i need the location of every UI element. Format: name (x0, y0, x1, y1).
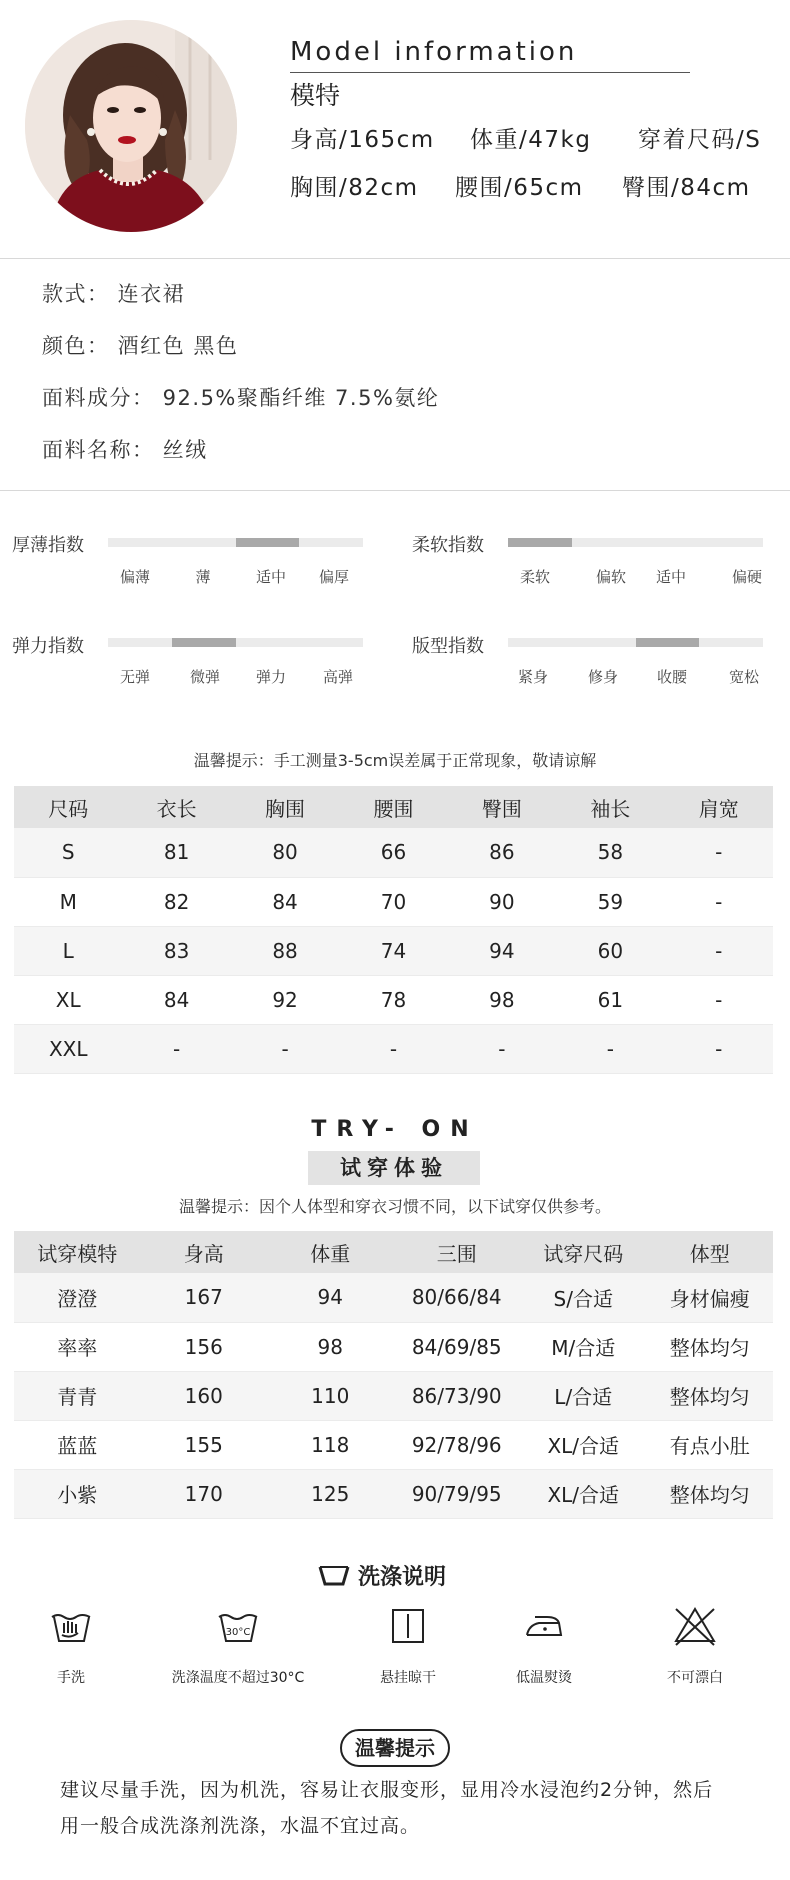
table-cell: 110 (267, 1371, 394, 1420)
table-cell: 59 (556, 877, 664, 926)
table-cell: - (665, 975, 773, 1024)
table-cell: 66 (339, 828, 447, 877)
wash-hand-wash (0, 1603, 146, 1687)
hang-dry-icon (385, 1603, 431, 1649)
size-col-header: 尺码 (14, 786, 122, 828)
table-cell: 98 (448, 975, 556, 1024)
low-iron-label: 低温熨烫 (516, 1670, 572, 1686)
length-col-header: 衣长 (122, 786, 230, 828)
table-cell: - (665, 926, 773, 975)
thickness-index-marker (236, 538, 300, 547)
table-cell: 61 (556, 975, 664, 1024)
fit-index-label: 版型指数 (412, 636, 484, 657)
table-cell: S/合适 (520, 1273, 647, 1322)
tryon-table (14, 1231, 773, 1519)
elasticity-tick: 无弹 (119, 668, 151, 686)
table-cell: L/合适 (520, 1371, 647, 1420)
table-cell: 90 (448, 877, 556, 926)
tips-line: 用一般合成洗涤剂洗涤，水温不宜过高。 (60, 1815, 421, 1837)
no-bleach-label: 不可漂白 (667, 1670, 723, 1686)
fit-index-marker (636, 638, 700, 647)
table-cell: 70 (339, 877, 447, 926)
table-cell: XXL (14, 1024, 122, 1073)
softness-tick: 适中 (655, 568, 687, 586)
table-cell: 94 (267, 1273, 394, 1322)
softness-index-marker (508, 538, 572, 547)
product-style: 款式： 连衣裙 (42, 282, 186, 306)
table-cell: 92 (231, 975, 339, 1024)
table-cell: - (448, 1024, 556, 1073)
tips-text (60, 1772, 760, 1844)
elasticity-tick: 高弹 (322, 668, 354, 686)
divider (0, 490, 790, 491)
table-cell: XL (14, 975, 122, 1024)
size-table-header-row (14, 786, 773, 828)
thickness-tick: 偏厚 (318, 568, 350, 586)
table-cell: 125 (267, 1469, 394, 1518)
washing-title (318, 1558, 446, 1592)
table-cell: 74 (339, 926, 447, 975)
table-cell: - (231, 1024, 339, 1073)
model-portrait-illustration (25, 20, 237, 232)
table-cell: - (665, 1024, 773, 1073)
table-cell: M (14, 877, 122, 926)
waist-col-header: 腰围 (339, 786, 447, 828)
table-cell: 160 (141, 1371, 268, 1420)
table-row (14, 1371, 773, 1420)
softness-tick: 偏硬 (731, 568, 763, 586)
table-cell: 83 (122, 926, 230, 975)
table-cell: XL/合适 (520, 1469, 647, 1518)
sleeve-col-header: 袖长 (556, 786, 664, 828)
model-info-title: Model information (290, 37, 578, 67)
thickness-index-bar (108, 538, 363, 547)
divider (0, 258, 790, 259)
title-underline (290, 72, 690, 73)
table-cell: 小紫 (14, 1469, 141, 1518)
thickness-index-label: 厚薄指数 (12, 535, 84, 556)
table-cell: 90/79/95 (394, 1469, 521, 1518)
wash-30-icon (215, 1603, 261, 1649)
model-bust: 胸围/82cm (290, 175, 419, 201)
table-row (14, 1322, 773, 1371)
table-row (14, 1273, 773, 1322)
elasticity-index-bar (108, 638, 363, 647)
fit-tick: 修身 (587, 668, 619, 686)
tryon-weight-col-header: 体重 (267, 1231, 394, 1273)
table-cell: 58 (556, 828, 664, 877)
table-row (14, 1469, 773, 1518)
elasticity-index-label: 弹力指数 (12, 636, 84, 657)
size-table (14, 786, 773, 1074)
elasticity-tick: 微弹 (189, 668, 221, 686)
shoulder-col-header: 肩宽 (665, 786, 773, 828)
size-table-note: 温馨提示：手工测量3-5cm误差属于正常现象，敬请谅解 (193, 751, 597, 770)
thickness-tick: 薄 (195, 568, 211, 586)
model-photo (25, 20, 237, 232)
wash-hang-dry (333, 1603, 483, 1687)
table-cell: 86 (448, 828, 556, 877)
table-cell: 整体均匀 (647, 1322, 774, 1371)
table-cell: 青青 (14, 1371, 141, 1420)
wash-temperature (163, 1603, 313, 1687)
table-cell: 170 (141, 1469, 268, 1518)
model-height: 身高/165cm (290, 127, 435, 153)
table-cell: 整体均匀 (647, 1469, 774, 1518)
model-hip: 臀围/84cm (622, 175, 751, 201)
elasticity-tick: 弹力 (255, 668, 287, 686)
thickness-tick: 适中 (255, 568, 287, 586)
table-cell: 155 (141, 1420, 268, 1469)
table-row (14, 877, 773, 926)
washing-title-text: 洗涤说明 (358, 1564, 447, 1590)
hand-wash-icon (48, 1603, 94, 1649)
softness-tick: 偏软 (595, 568, 627, 586)
table-cell: - (665, 828, 773, 877)
table-cell: 118 (267, 1420, 394, 1469)
wash-basin-icon (318, 1563, 350, 1587)
table-cell: 60 (556, 926, 664, 975)
fit-tick: 宽松 (728, 668, 760, 686)
table-cell: 80/66/84 (394, 1273, 521, 1322)
fit-tick: 紧身 (517, 668, 549, 686)
tryon-measurements-col-header: 三围 (394, 1231, 521, 1273)
table-cell: 86/73/90 (394, 1371, 521, 1420)
table-cell: 94 (448, 926, 556, 975)
table-cell: 84 (122, 975, 230, 1024)
table-row (14, 828, 773, 877)
table-row (14, 1420, 773, 1469)
table-cell: 84/69/85 (394, 1322, 521, 1371)
table-row (14, 926, 773, 975)
thickness-tick: 偏薄 (119, 568, 151, 586)
tips-line: 建议尽量手洗，因为机洗，容易让衣服变形，显用冷水浸泡约2分钟，然后 (60, 1779, 714, 1801)
table-cell: 整体均匀 (647, 1371, 774, 1420)
fit-tick: 收腰 (656, 668, 688, 686)
table-cell: 身材偏瘦 (647, 1273, 774, 1322)
tryon-body-type-col-header: 体型 (647, 1231, 774, 1273)
table-cell: 有点小肚 (647, 1420, 774, 1469)
table-row (14, 1024, 773, 1073)
table-cell: 167 (141, 1273, 268, 1322)
softness-index-bar (508, 538, 763, 547)
hang-dry-label: 悬挂晾干 (380, 1670, 436, 1686)
table-cell: 率率 (14, 1322, 141, 1371)
wash-temperature-label: 洗涤温度不超过30°C (171, 1670, 305, 1686)
model-waist: 腰围/65cm (455, 175, 584, 201)
tryon-height-col-header: 身高 (141, 1231, 268, 1273)
wash-no-bleach (620, 1603, 770, 1687)
table-cell: - (665, 877, 773, 926)
hand-wash-label: 手洗 (57, 1670, 85, 1686)
table-cell: - (122, 1024, 230, 1073)
low-iron-icon (521, 1603, 567, 1649)
table-cell: 澄澄 (14, 1273, 141, 1322)
model-info-section (0, 0, 790, 258)
softness-tick: 柔软 (519, 568, 551, 586)
hip-col-header: 臀围 (448, 786, 556, 828)
no-bleach-icon (672, 1603, 718, 1649)
table-cell: 82 (122, 877, 230, 926)
tryon-note: 温馨提示：因个人体型和穿衣习惯不同，以下试穿仅供参考。 (178, 1197, 611, 1216)
product-fabric: 面料成分： 92.5%聚酯纤维 7.5%氨纶 (42, 386, 440, 410)
table-cell: 92/78/96 (394, 1420, 521, 1469)
fit-index-bar (508, 638, 763, 647)
tryon-title: TRY- ON (311, 1117, 479, 1142)
tryon-model-col-header: 试穿模特 (14, 1231, 141, 1273)
product-color: 颜色： 酒红色 黑色 (42, 334, 239, 358)
model-size: 穿着尺码/S (638, 127, 762, 153)
table-row (14, 975, 773, 1024)
wash-temperature-text: 30°C (225, 1627, 251, 1638)
model-weight: 体重/47kg (470, 127, 592, 153)
table-cell: 156 (141, 1322, 268, 1371)
table-cell: 88 (231, 926, 339, 975)
wash-low-iron (469, 1603, 619, 1687)
tryon-table-header-row (14, 1231, 773, 1273)
softness-index-label: 柔软指数 (412, 535, 484, 556)
table-cell: 80 (231, 828, 339, 877)
table-cell: S (14, 828, 122, 877)
table-cell: 98 (267, 1322, 394, 1371)
table-cell: M/合适 (520, 1322, 647, 1371)
table-cell: 84 (231, 877, 339, 926)
elasticity-index-marker (172, 638, 236, 647)
table-cell: 78 (339, 975, 447, 1024)
table-cell: 蓝蓝 (14, 1420, 141, 1469)
tryon-subtitle: 试穿体验 (308, 1151, 480, 1185)
table-cell: 81 (122, 828, 230, 877)
product-material: 面料名称： 丝绒 (42, 438, 208, 462)
table-cell: - (556, 1024, 664, 1073)
table-cell: L (14, 926, 122, 975)
table-cell: - (339, 1024, 447, 1073)
model-info-subtitle: 模特 (290, 81, 341, 110)
bust-col-header: 胸围 (231, 786, 339, 828)
tips-title: 温馨提示 (340, 1729, 450, 1767)
table-cell: XL/合适 (520, 1420, 647, 1469)
tryon-size-col-header: 试穿尺码 (520, 1231, 647, 1273)
